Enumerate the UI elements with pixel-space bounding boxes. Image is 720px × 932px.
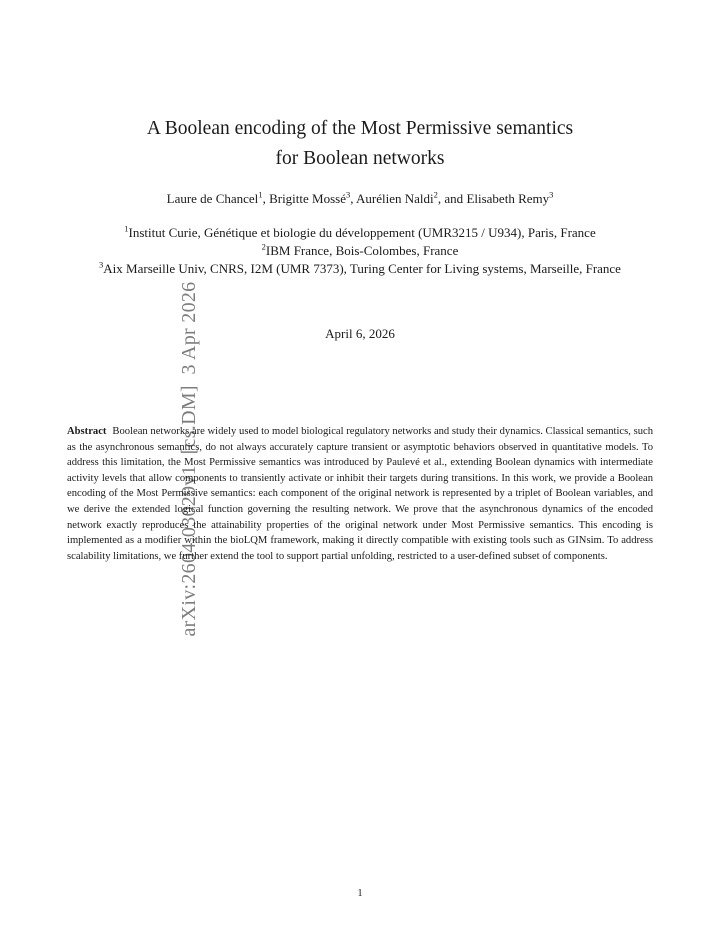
title-line-1: A Boolean encoding of the Most Permissive semantics [146, 118, 574, 139]
paper-title [60, 114, 660, 174]
author-affil-mark: 1 [258, 189, 263, 200]
author-name: Aurélien Naldi [356, 191, 434, 206]
page-number: 1 [357, 888, 363, 899]
affiliation [60, 224, 660, 242]
author-affil-mark: 3 [345, 189, 351, 200]
abstract [67, 424, 653, 564]
abstract-label: Abstract [67, 426, 107, 437]
affiliation-text: Institut Curie, Génétique et biologie du développement (UMR3215 / U934), Paris, France [128, 225, 596, 240]
affiliation [60, 260, 660, 278]
author-separator: , [262, 191, 270, 206]
author-name: Laure de Chancel [166, 191, 259, 206]
abstract-text: Boolean networks are widely used to model biological regulatory networks and study their dynamics. Classical semantics, such as the asynchronous semantics, do not always accurately capture transient or asymptotic behaviors observed in quantitative models. To address this limitation, the Most Permissive semantics was introduced by Paulevé et al., extending Boolean dynamics with intermediate activity levels that allow components to transiently activate or inhibit their targets during transitions. In this work, we provide a Boolean encoding of the Most Permissive semantics: each component of the original network is represented by a triplet of Boolean variables, and we derive the extended logical function governing the resulting network. We prove that the asynchronous dynamics of the encoded network exactly reproduces the attainability properties of the original network under Most Permissive semantics. This encoding is implemented as a modifier within the bioLQM framework, making it directly compatible with existing tools such as GINsim. To address scalability limitations, we further extend the tool to support partial unfolding, restricted to a user-defined subset of components. [67, 426, 653, 562]
affiliation-list [60, 224, 660, 278]
author-list [60, 190, 660, 208]
author-separator: , and [437, 191, 467, 206]
affiliation-text: Aix Marseille Univ, CNRS, I2M (UMR 7373), Turing Center for Living systems, Marseille, France [103, 261, 621, 276]
affiliation-mark: 1 [124, 223, 129, 234]
author-affil-mark: 3 [549, 189, 554, 200]
affiliation-mark: 2 [261, 241, 266, 252]
arxiv-stamp-text: arXiv:2604.03029v1 [cs.DM] 3 Apr 2026 [178, 281, 200, 637]
title-line-2: for Boolean networks [275, 148, 445, 169]
publication-date: April 6, 2026 [325, 326, 395, 341]
author-name: Elisabeth Remy [466, 191, 550, 206]
author-separator: , [350, 191, 357, 206]
affiliation-text: IBM France, Bois-Colombes, France [265, 243, 459, 258]
author-affil-mark: 2 [433, 189, 438, 200]
affiliation-mark: 3 [99, 259, 104, 270]
affiliation [60, 242, 660, 260]
author-name: Brigitte Mossé [269, 191, 346, 206]
